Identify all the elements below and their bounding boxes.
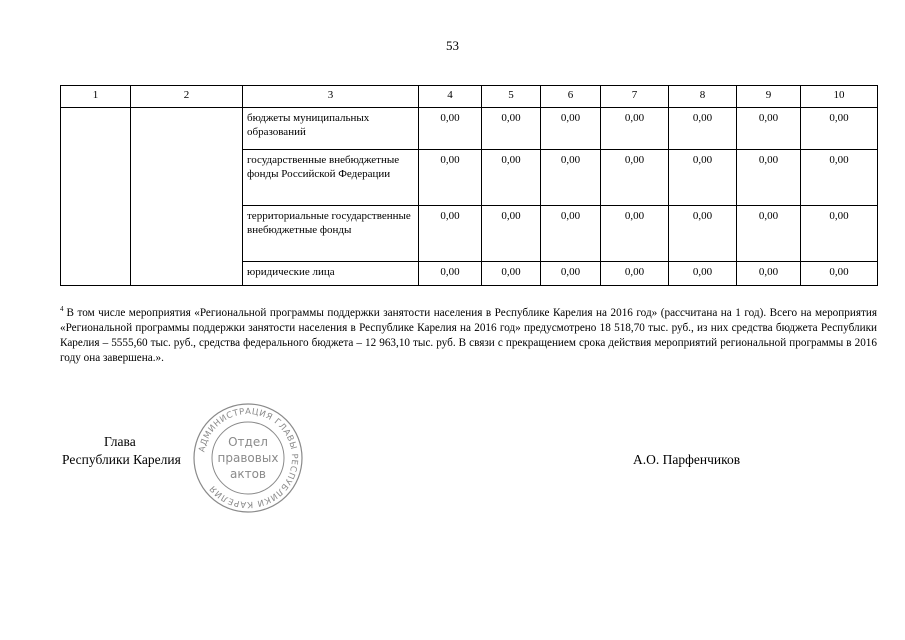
value-cell: 0,00 bbox=[601, 150, 669, 206]
value-cell: 0,00 bbox=[601, 206, 669, 262]
column-header: 8 bbox=[669, 86, 737, 108]
value-cell: 0,00 bbox=[801, 150, 878, 206]
value-cell: 0,00 bbox=[669, 206, 737, 262]
stamp-center-line3: актов bbox=[229, 467, 267, 481]
value-cell: 0,00 bbox=[541, 108, 601, 150]
signatory-name: А.О. Парфенчиков bbox=[633, 452, 741, 467]
value-cell: 0,00 bbox=[801, 262, 878, 286]
signatory-title-line1: Глава bbox=[104, 434, 136, 449]
value-cell: 0,00 bbox=[541, 150, 601, 206]
value-cell: 0,00 bbox=[737, 150, 801, 206]
value-cell: 0,00 bbox=[541, 262, 601, 286]
value-cell: 0,00 bbox=[669, 150, 737, 206]
table-row bbox=[61, 108, 878, 150]
column-header: 2 bbox=[131, 86, 243, 108]
column-header: 1 bbox=[61, 86, 131, 108]
empty-cell-col1 bbox=[61, 108, 131, 286]
row-label: территориальные государственные внебюджетные фонды bbox=[243, 206, 419, 262]
column-header: 5 bbox=[482, 86, 541, 108]
column-header: 10 bbox=[801, 86, 878, 108]
value-cell: 0,00 bbox=[482, 262, 541, 286]
value-cell: 0,00 bbox=[801, 206, 878, 262]
column-header: 3 bbox=[243, 86, 419, 108]
row-label: юридические лица bbox=[243, 262, 419, 286]
value-cell: 0,00 bbox=[669, 108, 737, 150]
budget-table bbox=[60, 85, 878, 286]
footnote-marker: 4 bbox=[60, 305, 64, 313]
footnote bbox=[60, 302, 877, 366]
value-cell: 0,00 bbox=[601, 108, 669, 150]
stamp-center-line2: правовых bbox=[217, 451, 279, 465]
value-cell: 0,00 bbox=[737, 206, 801, 262]
official-stamp bbox=[190, 402, 306, 514]
page-number: 53 bbox=[446, 38, 459, 53]
signatory-title-line2: Республики Карелия bbox=[62, 452, 181, 467]
value-cell: 0,00 bbox=[801, 108, 878, 150]
empty-cell-col2 bbox=[131, 108, 243, 286]
value-cell: 0,00 bbox=[601, 262, 669, 286]
value-cell: 0,00 bbox=[419, 206, 482, 262]
column-header: 6 bbox=[541, 86, 601, 108]
value-cell: 0,00 bbox=[482, 108, 541, 150]
footnote-text: В том числе мероприятия «Региональной программы поддержки занятости населения в Республике Карелия на 2016 год» (рассчитана на 1 год). Всего на мероприятия «Региональной программы поддержки занятости населения в Республике Карелия на 2016 год» предусмотрено 18 518,70 тыс. руб., из них средства бюджета Республики Карелия – 5555,60 тыс. руб., средства федерального бюджета – 12 963,10 тыс. руб. В связи с прекращением срока действия мероприятий региональной программы в 2016 году она завершена.». bbox=[60, 307, 877, 364]
value-cell: 0,00 bbox=[737, 108, 801, 150]
row-label: бюджеты муниципальных образований bbox=[243, 108, 419, 150]
value-cell: 0,00 bbox=[419, 108, 482, 150]
column-header: 4 bbox=[419, 86, 482, 108]
value-cell: 0,00 bbox=[669, 262, 737, 286]
column-header: 9 bbox=[737, 86, 801, 108]
column-header: 7 bbox=[601, 86, 669, 108]
value-cell: 0,00 bbox=[737, 262, 801, 286]
stamp-center-line1: Отдел bbox=[228, 435, 268, 449]
stamp-ring-text: АДМИНИСТРАЦИЯ ГЛАВЫ РЕСПУБЛИКИ КАРЕЛИЯ bbox=[197, 406, 300, 510]
signatory-title bbox=[62, 433, 181, 469]
value-cell: 0,00 bbox=[482, 150, 541, 206]
value-cell: 0,00 bbox=[419, 262, 482, 286]
row-label: государственные внебюджетные фонды Российской Федерации bbox=[243, 150, 419, 206]
value-cell: 0,00 bbox=[419, 150, 482, 206]
value-cell: 0,00 bbox=[482, 206, 541, 262]
table-header-row bbox=[61, 86, 878, 108]
value-cell: 0,00 bbox=[541, 206, 601, 262]
